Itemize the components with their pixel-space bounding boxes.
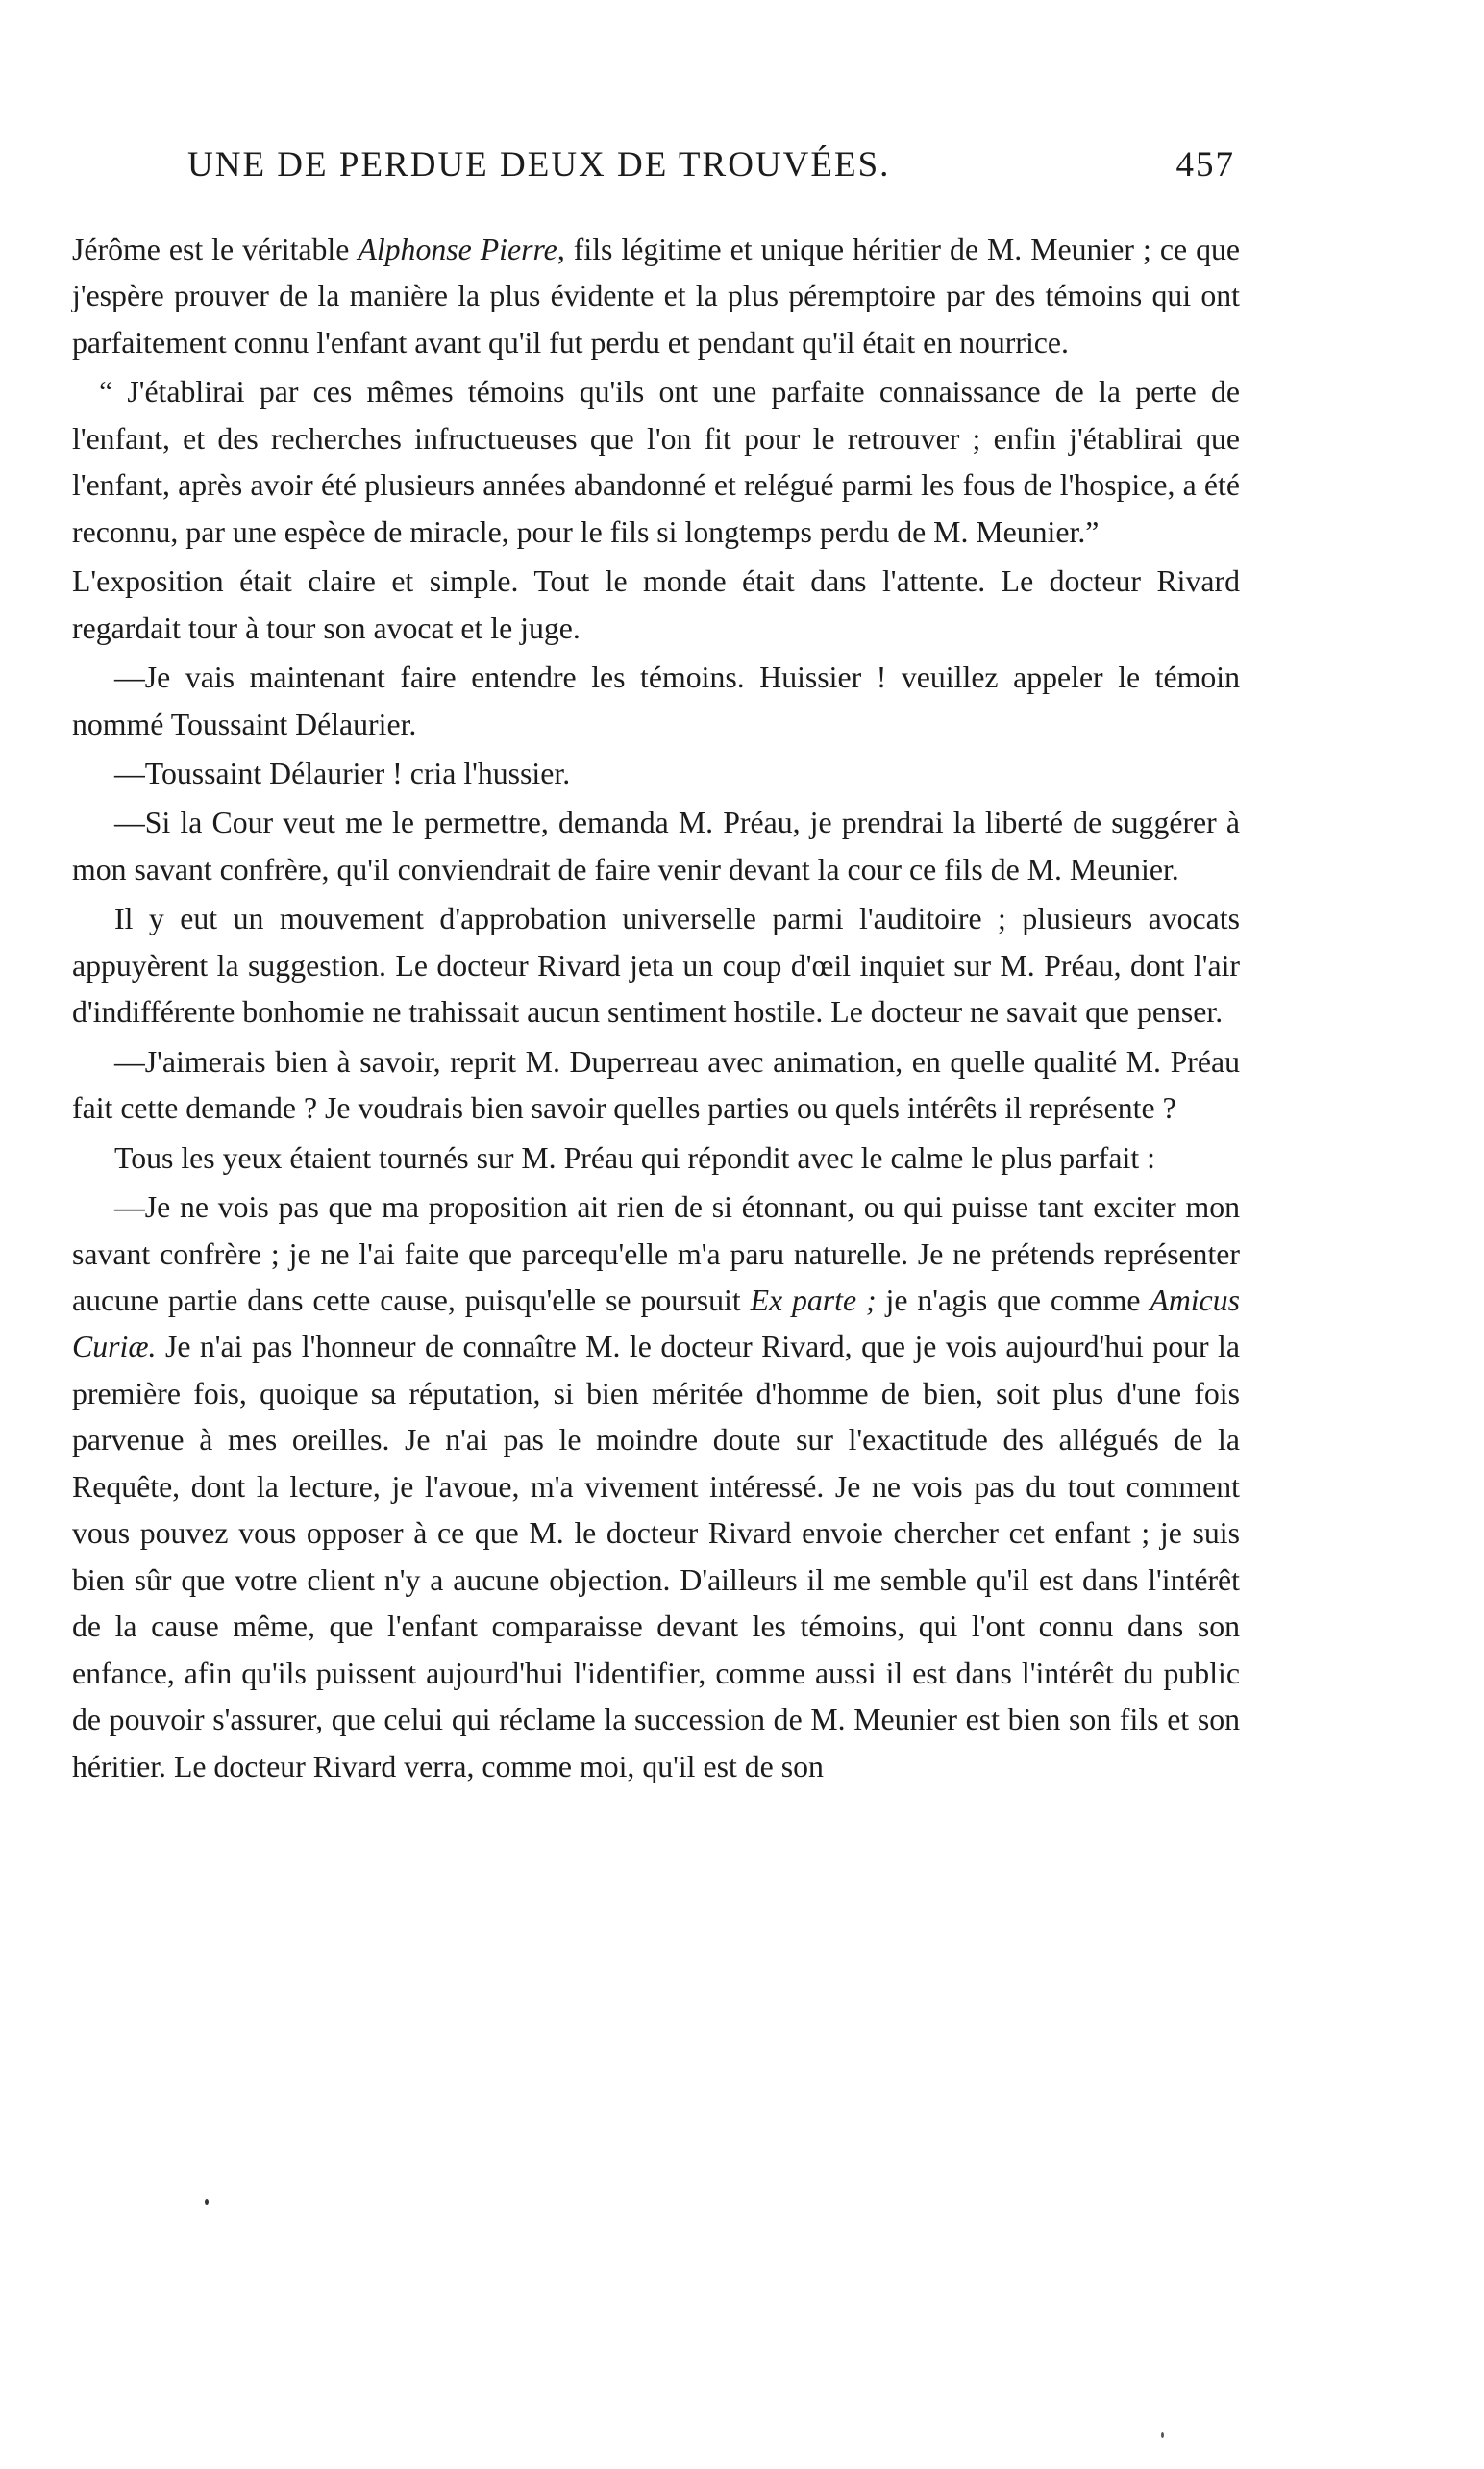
paragraph: —Toussaint Délaurier ! cria l'hussier. <box>114 756 571 790</box>
paragraph: Il y eut un mouvement d'approbation universelle parmi l'auditoire ; plusieurs avocats appuyèrent la suggestion. Le docteur Rivard jeta un coup d'œil inquiet sur M. Préau, dont l'air d'indifférente bonhomie ne trahissait aucun sentiment hostile. Le docteur ne savait que penser. <box>72 902 1240 1030</box>
paragraph: —Si la Cour veut me le permettre, demanda M. Préau, je prendrai la liberté de suggérer à mon savant confrère, qu'il conviendrait de faire venir devant la cour ce fils de M. Meunier. <box>72 806 1240 886</box>
paragraph-text: Jérôme est le véritable <box>72 233 359 266</box>
latin-phrase: Ex parte ; <box>750 1283 877 1317</box>
latin-phrase: Amicus Curiæ. <box>72 1283 1241 1364</box>
ink-speck <box>1161 2432 1164 2438</box>
paragraph-text: Je n'ai pas l'honneur de connaître M. le docteur Rivard, que je vois aujourd'hui pour la première fois, quoique sa réputation, si bien méritée d'homme de bien, soit plus d'une fois parvenue à mes oreilles. Je n'ai pas le moindre doute sur l'exactitude des allégués de la Requête, dont la lecture, je l'avoue, m'a vivement intéressé. Je ne vois pas du tout comment vous pouvez vous opposer à ce que M. le docteur Rivard envoie chercher cet enfant ; je suis bien sûr que votre client n'y a aucune objection. D'ailleurs il me semble qu'il est dans l'intérêt de la cause même, que l'enfant comparaisse devant les témoins, qui l'ont connu dans son enfance, afin qu'ils puissent aujourd'hui l'identifier, comme aussi il est dans l'intérêt du public de pouvoir s'assurer, que celui qui réclame la succession de M. Meunier est bien son fils et son héritier. Le docteur Rivard verra, comme moi, qu'il est de son <box>72 1330 1240 1783</box>
paragraph <box>72 1185 1240 1790</box>
paragraph: —Je vais maintenant faire entendre les témoins. Huissier ! veuillez appeler le témoin nommé Toussaint Délaurier. <box>72 661 1240 741</box>
body-text <box>72 227 1240 1790</box>
ink-speck <box>205 2199 209 2205</box>
paragraph: Tous les yeux étaient tournés sur M. Préau qui répondit avec le calme le plus parfait : <box>114 1140 1155 1175</box>
paragraph: —J'aimerais bien à savoir, reprit M. Duperreau avec animation, en quelle qualité M. Préau fait cette demande ? Je voudrais bien savoir quelles parties ou quels intérêts il représente ? <box>72 1044 1240 1126</box>
paragraph: “ J'établirai par ces mêmes témoins qu'ils ont une parfaite connaissance de la perte de l'enfant, et des recherches infructueuses que l'on fit pour le retrouver ; enfin j'établirai que l'enfant, après avoir été plusieurs années abandonné et relégué parmi les fous de l'hospice, a été reconnu, par une espèce de miracle, pour le fils si longtemps perdu de M. Meunier.” <box>72 375 1240 549</box>
running-title: UNE DE PERDUE DEUX DE TROUVÉES. <box>187 145 891 185</box>
paragraph <box>72 227 1240 366</box>
paragraph-text: je n'agis que comme <box>876 1283 1150 1317</box>
italic-name: Alphonse Pierre <box>358 233 557 266</box>
page-number: 457 <box>1175 145 1235 185</box>
paragraph: L'exposition était claire et simple. Tout le monde était dans l'attente. Le docteur Rivard regardait tour à tour son avocat et le juge. <box>72 564 1240 645</box>
paragraph-text: —Je ne vois pas que ma proposition ait rien de si étonnant, ou qui puisse tant exciter mon savant confrère ; je ne l'ai faite que parcequ'elle m'a paru naturelle. Je ne prétends représenter aucune partie dans cette cause, puisqu'elle se poursuit <box>72 1190 1240 1317</box>
running-head <box>187 144 1235 190</box>
paragraph-text: , fils légitime et unique héritier de M. Meunier ; ce que j'espère prouver de la manière la plus évidente et la plus péremptoire par des témoins qui ont parfaitement connu l'enfant avant qu'il fut perdu et pendant qu'il était en nourrice. <box>72 233 1240 360</box>
